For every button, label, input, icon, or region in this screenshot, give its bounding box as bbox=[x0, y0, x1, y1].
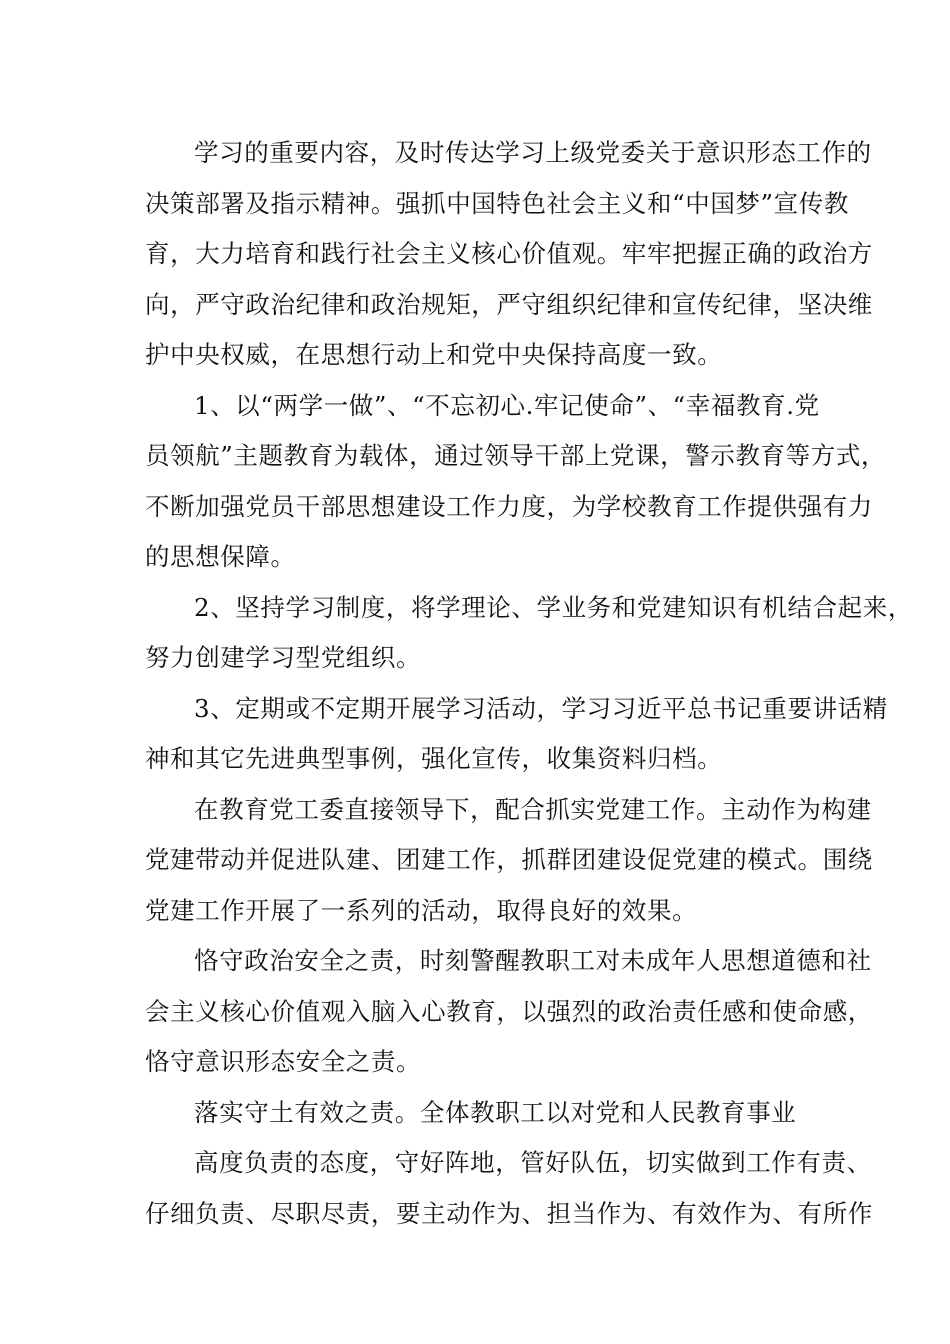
text-line: 会主义核心价值观入脑入心教育，以强烈的政治责任感和使命感， bbox=[145, 996, 873, 1026]
text-line: 不断加强党员干部思想建设工作力度，为学校教育工作提供强有力 bbox=[145, 491, 873, 521]
text-line: 努力创建学习型党组织。 bbox=[145, 643, 422, 672]
text-line: 向，严守政治纪律和政治规矩，严守组织纪律和宣传纪律，坚决维 bbox=[145, 289, 873, 319]
text-line: 员领航”主题教育为载体，通过领导干部上党课，警示教育等方式， bbox=[145, 441, 887, 470]
text-line: 学习的重要内容，及时传达学习上级党委关于意识形态工作的 bbox=[194, 138, 872, 167]
text-line: 育，大力培育和践行社会主义核心价值观。牢牢把握正确的政治方 bbox=[145, 239, 873, 268]
text-line: 护中央权威，在思想行动上和党中央保持高度一致。 bbox=[145, 340, 723, 369]
text-line: 党建带动并促进队建、团建工作，抓群团建设促党建的模式。围绕 bbox=[145, 845, 873, 874]
text-line: 仔细负责、尽职尽责，要主动作为、担当作为、有效作为、有所作 bbox=[145, 1198, 873, 1228]
text-line: 的思想保障。 bbox=[145, 542, 296, 571]
text-line: 3、定期或不定期开展学习活动，学习习近平总书记重要讲话精 bbox=[194, 693, 888, 723]
text-line: 2、坚持学习制度，将学理论、学业务和党建知识有机结合起来， bbox=[194, 592, 913, 622]
text-line: 神和其它先进典型事例，强化宣传，收集资料归档。 bbox=[145, 744, 723, 773]
text-line: 决策部署及指示精神。强抓中国特色社会主义和“中国梦”宣传教 bbox=[145, 188, 849, 218]
text-line: 高度负责的态度，守好阵地，管好队伍，切实做到工作有责、 bbox=[194, 1148, 872, 1177]
text-line: 恪守政治安全之责，时刻警醒教职工对未成年人思想道德和社 bbox=[194, 946, 872, 975]
document-body bbox=[145, 128, 913, 1239]
text-line: 党建工作开展了一系列的活动，取得良好的效果。 bbox=[145, 895, 698, 925]
text-line: 1、以“两学一做”、“不忘初心.牢记使命”、“幸福教育.党 bbox=[194, 390, 820, 420]
text-line: 恪守意识形态安全之责。 bbox=[145, 1047, 422, 1076]
text-line: 在教育党工委直接领导下，配合抓实党建工作。主动作为构建 bbox=[194, 794, 872, 824]
text-line: 落实守土有效之责。全体教职工以对党和人民教育事业 bbox=[194, 1097, 797, 1127]
